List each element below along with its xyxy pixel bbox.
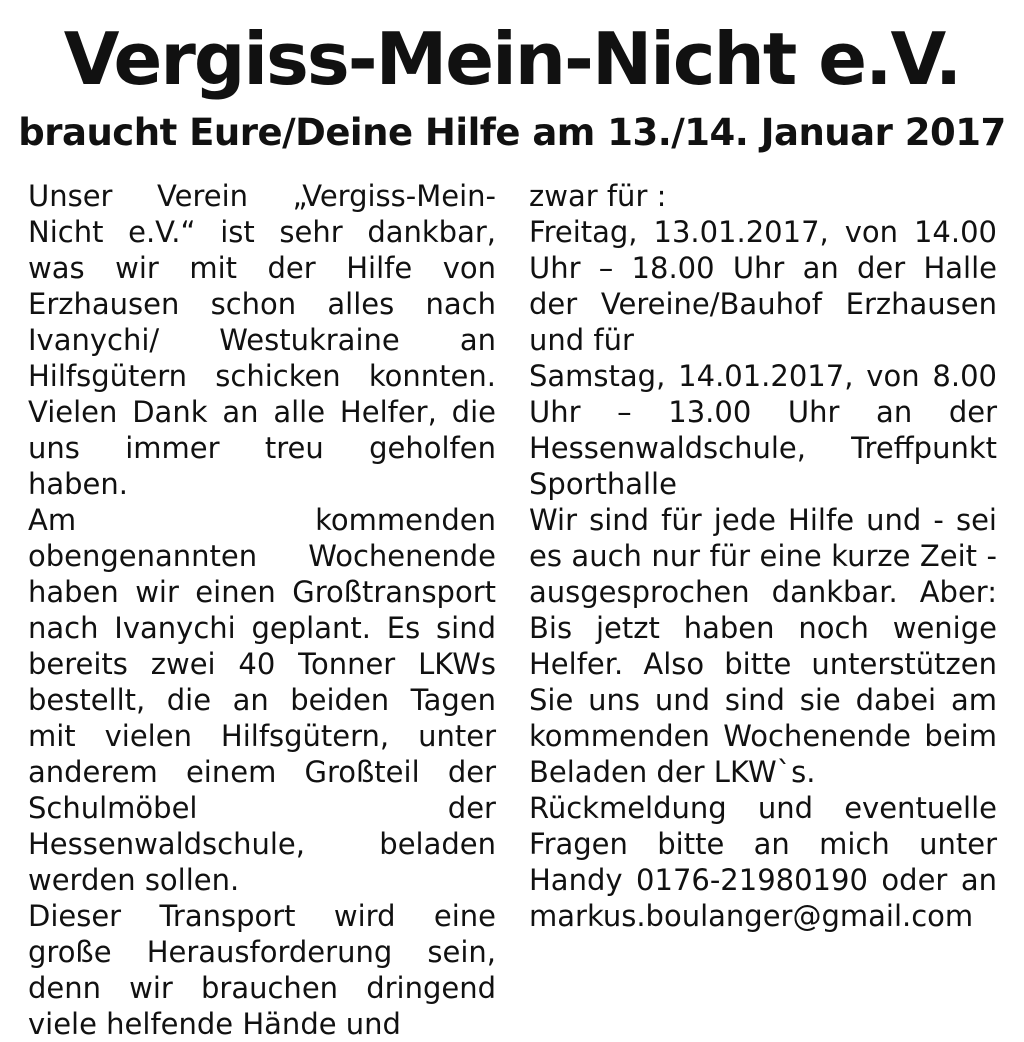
headline: Vergiss-Mein-Nicht e.V. bbox=[63, 17, 961, 101]
paragraph-appeal: Wir sind für jede Hilfe und - sei es auch nur für eine kurze Zeit - ausgesprochen dankbar. Aber: Bis jetzt haben noch wenige Helfer. Also bitte unterstützen Sie uns und sind sie dabei am kommenden Wochenende beim Beladen der LKW`s. bbox=[529, 503, 997, 789]
paragraph-thanks: Unser Verein „Vergiss-Mein-Nicht e.V.“ ist sehr dankbar, was wir mit der Hilfe von Erzhausen schon alles nach Ivanychi/ Westukraine an Hilfsgütern schicken konnten. Vielen Dank an alle Helfer, die uns immer treu geholfen haben. bbox=[28, 179, 496, 501]
left-column bbox=[28, 178, 496, 1042]
paragraph-intro: zwar für : bbox=[529, 179, 667, 213]
right-column bbox=[529, 178, 997, 934]
paragraph-contact: Rückmeldung und eventuelle Fragen bitte an mich unter Handy 0176-21980190 oder an markus.boulanger@gmail.com bbox=[529, 791, 997, 933]
paragraph-saturday: Samstag, 14.01.2017, von 8.00 Uhr – 13.00 Uhr an der Hessenwaldschule, Treffpunkt Sporthalle bbox=[529, 359, 997, 501]
paragraph-friday: Freitag, 13.01.2017, von 14.00 Uhr – 18.00 Uhr an der Halle der Vereine/Bauhof Erzhausen und für bbox=[529, 215, 997, 357]
paragraph-transport-plan: Am kommenden obengenannten Wochenende haben wir einen Großtransport nach Ivanychi geplant. Es sind bereits zwei 40 Tonner LKWs bestellt, die an beiden Tagen mit vielen Hilfsgütern, unter anderem einem Großteil der Schulmöbel der Hessenwaldschule, beladen werden sollen. bbox=[28, 503, 496, 897]
subheadline: braucht Eure/Deine Hilfe am 13./14. Januar 2017 bbox=[18, 111, 1006, 154]
paragraph-challenge: Dieser Transport wird eine große Herausforderung sein, denn wir brauchen dringend viele helfende Hände und bbox=[28, 899, 496, 1041]
